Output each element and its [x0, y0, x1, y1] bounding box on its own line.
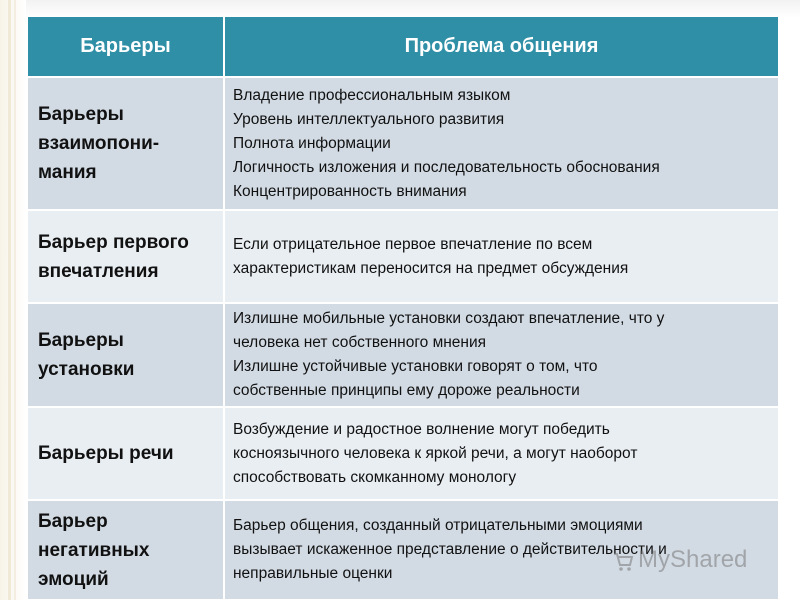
- table-row: [28, 77, 778, 210]
- description-line: Излишне устойчивые установки говорят о том, что: [233, 358, 598, 375]
- barrier-name-line: мания: [38, 162, 97, 183]
- left-border-decoration: [0, 0, 26, 600]
- description-line: Возбуждение и радостное волнение могут победить: [233, 420, 610, 438]
- barrier-description: [224, 407, 778, 500]
- description-line: характеристикам переносится на предмет обсуждения: [233, 259, 629, 277]
- description-line: Барьер общения, созданный отрицательными эмоциями: [233, 517, 643, 534]
- description-line: Если отрицательное первое впечатление по всем: [233, 235, 593, 253]
- barrier-name-line: Барьеры: [38, 330, 124, 351]
- description-line: собственные принципы ему дороже реальности: [233, 382, 580, 399]
- top-shade: [0, 0, 800, 18]
- description-line: Полнота информации: [233, 134, 391, 152]
- left-stripe: [8, 0, 11, 600]
- barriers-table: [28, 17, 778, 601]
- barrier-description: [224, 210, 778, 303]
- barrier-description: [224, 77, 778, 210]
- header-problem: Проблема общения: [224, 17, 778, 77]
- barrier-name-line: Барьер: [38, 510, 108, 532]
- barrier-name-line: эмоций: [38, 568, 109, 590]
- barrier-name: [28, 303, 224, 407]
- header-barriers: Барьеры: [28, 17, 224, 77]
- barrier-name-line: установки: [38, 359, 135, 380]
- watermark: [612, 546, 762, 576]
- table-row: [28, 407, 778, 500]
- table-row: [28, 303, 778, 407]
- description-line: неправильные оценки: [233, 565, 393, 582]
- barrier-name-line: взаимопони-: [38, 133, 160, 154]
- description-line: человека нет собственного мнения: [233, 334, 487, 351]
- description-line: Логичность изложения и последовательность обоснования: [233, 158, 660, 176]
- watermark-text: MyShared: [638, 546, 748, 573]
- barrier-name: [28, 407, 224, 500]
- description-line: косноязычного человека к яркой речи, а могут наоборот: [233, 444, 638, 462]
- barrier-name: [28, 210, 224, 303]
- cart-icon: [612, 550, 634, 572]
- description-line: Концентрированность внимания: [233, 182, 467, 200]
- barrier-name-line: впечатления: [38, 260, 159, 282]
- barrier-name-line: Барьеры: [38, 104, 124, 125]
- barrier-name: [28, 500, 224, 600]
- barrier-name-line: Барьеры речи: [38, 443, 174, 464]
- description-line: способствовать скомканному монологу: [233, 468, 517, 486]
- header-row: [28, 17, 778, 77]
- table-row: [28, 210, 778, 303]
- barrier-name-line: Барьер первого: [38, 231, 189, 253]
- description-line: Владение профессиональным языком: [233, 86, 511, 104]
- barrier-name-line: негативных: [38, 539, 150, 561]
- barrier-name: [28, 77, 224, 210]
- description-line: вызывает искаженное представление о действительности и: [233, 541, 667, 558]
- description-line: Излишне мобильные установки создают впечатление, что у: [233, 310, 665, 327]
- left-stripe-2: [14, 0, 16, 600]
- barrier-description: [224, 303, 778, 407]
- description-line: Уровень интеллектуального развития: [233, 110, 505, 128]
